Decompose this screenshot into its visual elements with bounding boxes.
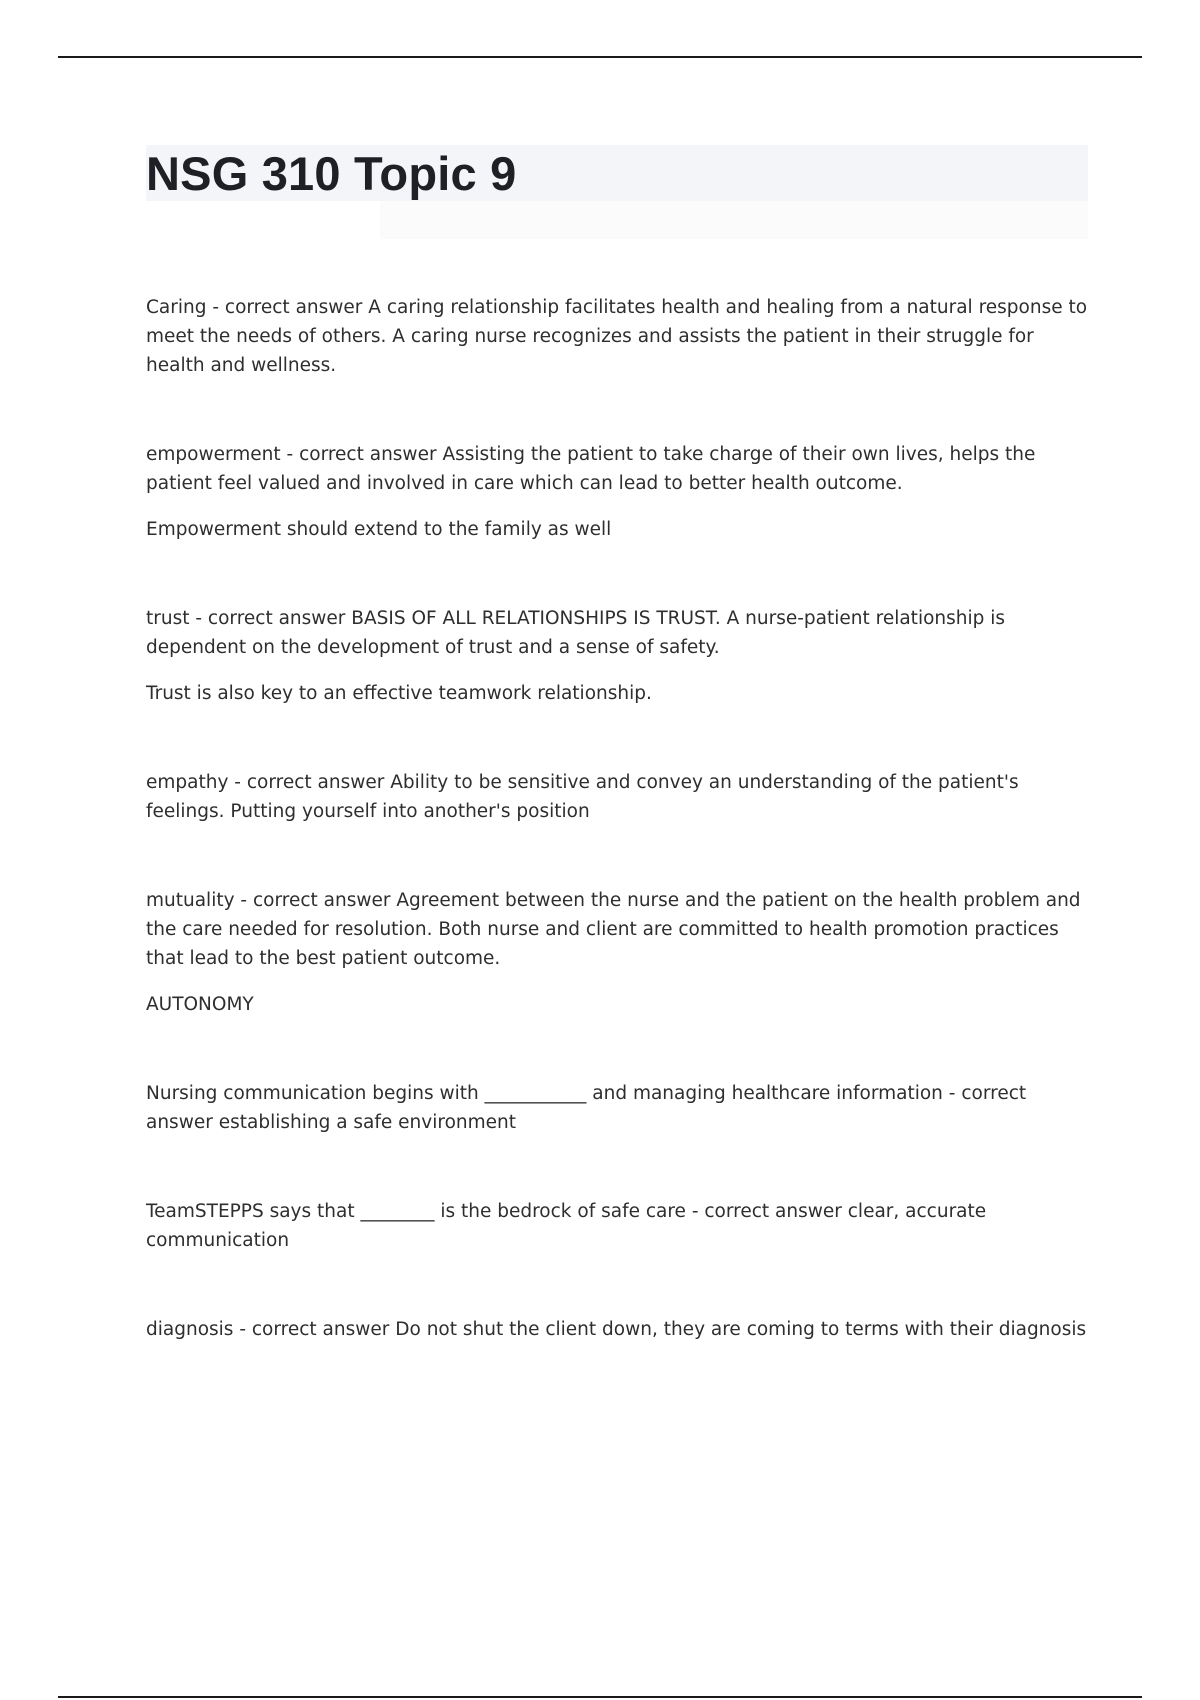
bottom-rule — [58, 1696, 1142, 1698]
card-term: mutuality — [146, 890, 235, 911]
card-definition: A caring relationship facilitates health and healing from a natural response to meet the needs of others. A caring nurse recognizes and assists the patient in their struggle for health and wellness. — [146, 297, 1088, 376]
flashcard-list — [146, 293, 1092, 1344]
flashcard-text — [146, 768, 1092, 826]
flashcard-text — [146, 1079, 1092, 1137]
flashcard-text — [146, 1315, 1092, 1344]
top-rule — [58, 56, 1142, 58]
flashcard-empathy — [146, 768, 1092, 826]
flashcard-diagnosis — [146, 1315, 1092, 1344]
flashcard-empowerment — [146, 440, 1092, 544]
flashcard-caring — [146, 293, 1092, 380]
card-term: trust — [146, 608, 190, 629]
card-label: - correct answer — [206, 297, 362, 318]
card-label: - correct answer — [228, 772, 384, 793]
card-term: empowerment — [146, 444, 281, 465]
card-label: - correct answer — [233, 1319, 389, 1340]
card-note: AUTONOMY — [146, 994, 254, 1015]
card-label: - correct answer — [146, 1083, 1026, 1133]
card-definition: Agreement between the nurse and the patient on the health problem and the care needed for resolution. Both nurse and client are committed to health promotion practices that lead to the best patient outcome. — [146, 890, 1081, 969]
card-definition: Ability to be sensitive and convey an understanding of the patient's feelings. Putting yourself into another's position — [146, 772, 1019, 822]
flashcard-mutuality — [146, 886, 1092, 1019]
document-title: NSG 310 Topic 9 — [146, 147, 517, 200]
card-definition: BASIS OF ALL RELATIONSHIPS IS TRUST. A nurse-patient relationship is dependent on the development of trust and a sense of safety. — [146, 608, 1006, 658]
flashcard-text — [146, 293, 1092, 380]
card-definition: establishing a safe environment — [218, 1112, 516, 1133]
card-term: Caring — [146, 297, 207, 318]
flashcard-text — [146, 440, 1092, 498]
card-term: Nursing communication begins with ___________ and managing healthcare information — [146, 1083, 943, 1104]
flashcard-trust — [146, 604, 1092, 708]
flashcard-text — [146, 886, 1092, 973]
card-definition: clear, accurate communication — [146, 1201, 987, 1251]
card-label: - correct answer — [686, 1201, 842, 1222]
flashcard-teamstepps — [146, 1197, 1092, 1255]
flashcard-text — [146, 1197, 1092, 1255]
card-term: TeamSTEPPS says that ________ is the bedrock of safe care — [146, 1201, 686, 1222]
card-note: Empowerment should extend to the family as well — [146, 519, 612, 540]
card-label: - correct answer — [281, 444, 437, 465]
card-note: Trust is also key to an effective teamwork relationship. — [146, 683, 652, 704]
card-term: empathy — [146, 772, 229, 793]
flashcard-nursing-communication — [146, 1079, 1092, 1137]
flashcard-text — [146, 604, 1092, 662]
card-label: - correct answer — [189, 608, 345, 629]
card-definition: Do not shut the client down, they are coming to terms with their diagnosis — [395, 1319, 1087, 1340]
card-term: diagnosis — [146, 1319, 234, 1340]
title-band-shadow — [380, 201, 1088, 239]
card-definition: Assisting the patient to take charge of their own lives, helps the patient feel valued and involved in care which can lead to better health outcome. — [146, 444, 1036, 494]
card-label: - correct answer — [235, 890, 391, 911]
